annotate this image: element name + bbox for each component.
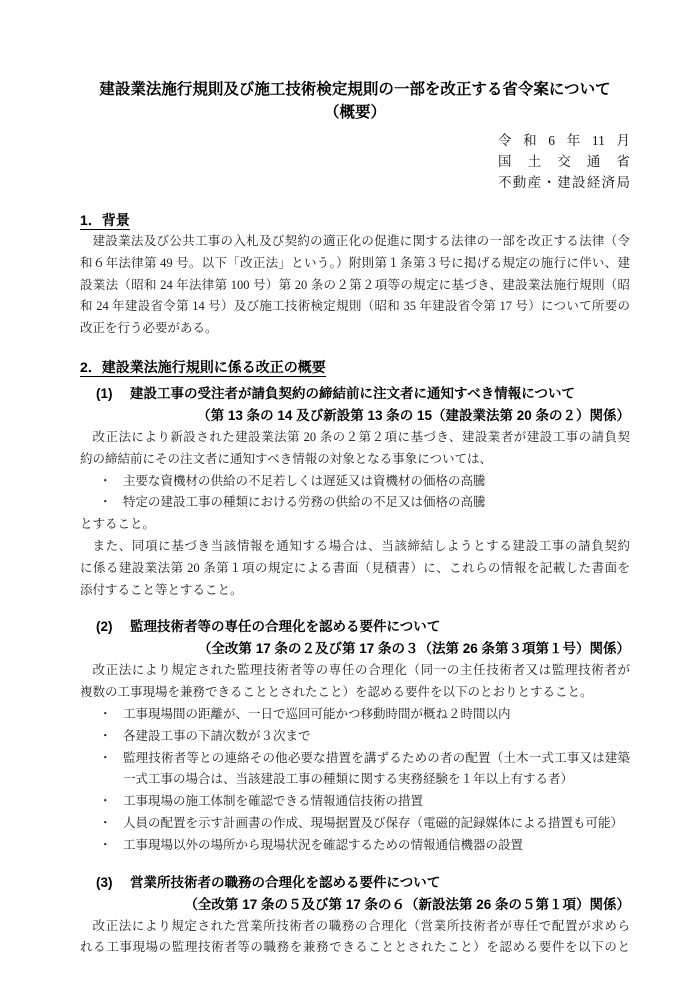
bullet-marker: ・ xyxy=(99,837,112,852)
subsection-1 xyxy=(80,383,630,601)
body-line: また、同項に基づき当該情報を通知する場合は、当該締結しようとする建設工事の請負契約 xyxy=(92,538,630,553)
body-line: 複数の工事現場を兼務できることとされたこと）を認める要件を以下のとおりとすること。 xyxy=(80,685,593,700)
subsection-3 xyxy=(80,872,630,960)
bullet-text: 人員の配置を示す計画書の作成、現場据置及び保存（電磁的記録媒体による措置も可能） xyxy=(123,815,624,830)
body-line: に係る建設業法第 20 条第１項の規定による書面（見積書）に、これらの情報を記載した書面を xyxy=(80,560,630,575)
bullet-item xyxy=(80,813,630,835)
bullet-marker: ・ xyxy=(99,728,112,743)
subsection-2 xyxy=(80,616,630,856)
subsection-title: 建設工事の受注者が請負契約の締結前に注文者に通知すべき情報について xyxy=(130,385,575,401)
body-line: 改正法により新設された建設業法第 20 条の２第２項に基づき、建設業者が建設工事の請負契 xyxy=(92,429,630,444)
body-line: 和 24 年建設省令第 14 号）及び施工技術検定規則（昭和 35 年建設省令第 17 号）について所要の xyxy=(80,299,630,314)
bullet-item xyxy=(80,791,630,813)
body-line: とすること。 xyxy=(80,517,156,532)
bullet-item xyxy=(80,471,630,493)
subsection-number: (1) xyxy=(96,385,113,401)
bullet-marker: ・ xyxy=(99,706,112,721)
law-reference: （全改第 17 条の５及び第 17 条の６（新設法第 26 条の５第１項）関係） xyxy=(184,896,630,912)
bureau-name: 不動産・建設経済局 xyxy=(498,175,630,190)
subsection-1-heading xyxy=(96,383,630,405)
bullet-item xyxy=(80,835,630,857)
bullet-text: 特定の建設工事の種類における労務の供給の不足又は価格の高騰 xyxy=(123,495,486,510)
subsection-title: 監理技術者等の専任の合理化を認める要件について xyxy=(130,619,441,635)
body-line: 改正法により規定された監理技術者等の専任の合理化（同一の主任技術者又は監理技術者が xyxy=(92,663,630,678)
section-1-body xyxy=(80,231,630,340)
document-header-right xyxy=(498,130,630,193)
law-reference: （第 13 条の 14 及び新設第 13 条の 15（建設業法第 20 条の２）関係） xyxy=(197,407,630,423)
bullet-marker: ・ xyxy=(99,794,112,809)
subsection-title: 営業所技術者の職務の合理化を認める要件について xyxy=(130,874,441,890)
body-line: 建設業法及び公共工事の入札及び契約の適正化の促進に関する法律の一部を改正する法律（令 xyxy=(92,234,630,248)
bullet-text: 主要な資機材の供給の不足若しくは遅延又は資機材の価格の高騰 xyxy=(123,473,486,488)
bullet-marker: ・ xyxy=(99,495,112,510)
bullet-item xyxy=(80,726,630,748)
ministry-name: 国土交通省 xyxy=(498,154,630,169)
section-2-heading: 2．建設業法施行規則に係る改正の概要 xyxy=(80,358,326,375)
bullet-text: 工事現場以外の場所から現場状況を確認するための情報通信機器の設置 xyxy=(123,837,524,852)
body-line: れる工事現場の監理技術者等の職務を兼務できることとされたこと）を認める要件を以下のと xyxy=(80,940,630,955)
section-1-heading: 1．背景 xyxy=(80,212,130,228)
bullet-text: 一式工事の場合は、当該建設工事の種類に関する実務経験を１年以上有する者） xyxy=(123,772,574,787)
body-line: 和６年法律第 49 号。以下「改正法」という。）附則第１条第３号に掲げる規定の施行に伴い、建 xyxy=(80,255,630,270)
document-title: 建設業法施行規則及び施工技術検定規則の一部を改正する省令案について xyxy=(99,81,611,98)
bullet-marker: ・ xyxy=(99,815,112,830)
subsection-number: (3) xyxy=(96,874,113,890)
law-reference: （全改第 17 条の２及び第 17 条の３（法第 26 条第３項第１号）関係） xyxy=(197,641,630,657)
subsection-number: (2) xyxy=(96,619,113,635)
body-line: 改正を行う必要がある。 xyxy=(80,321,218,336)
document-subtitle: （概要） xyxy=(323,104,386,121)
body-line: 改正法により規定された営業所技術者の職務の合理化（営業所技術者が専任で配置が求めら xyxy=(92,918,630,933)
body-line: 約の締結前にその注文者に通知すべき情報の対象となる事象については、 xyxy=(80,451,493,466)
bullet-item xyxy=(80,748,630,792)
bullet-marker: ・ xyxy=(99,750,112,765)
bullet-text: 工事現場間の距離が、一日で巡回可能かつ移動時間が概ね２時間以内 xyxy=(123,706,511,721)
bullet-item xyxy=(80,704,630,726)
body-line: 添付すること等とすること。 xyxy=(80,582,243,597)
document-date: 令和6年11月 xyxy=(498,133,630,148)
subsection-3-heading xyxy=(96,872,630,894)
bullet-text: 各建設工事の下請次数が３次まで xyxy=(123,728,311,743)
bullet-text: 監理技術者等との連絡その他必要な措置を講ずるための者の配置（土木一式工事又は建築 xyxy=(123,750,630,765)
bullet-item xyxy=(80,492,630,514)
bullet-text: 工事現場の施工体制を確認できる情報通信技術の措置 xyxy=(123,794,424,809)
subsection-2-heading xyxy=(96,616,630,638)
body-line: 設業法（昭和 24 年法律第 100 号）第 20 条の２第２項等の規定に基づき、建設業法施行規則（昭 xyxy=(80,277,630,292)
bullet-marker: ・ xyxy=(99,473,112,488)
